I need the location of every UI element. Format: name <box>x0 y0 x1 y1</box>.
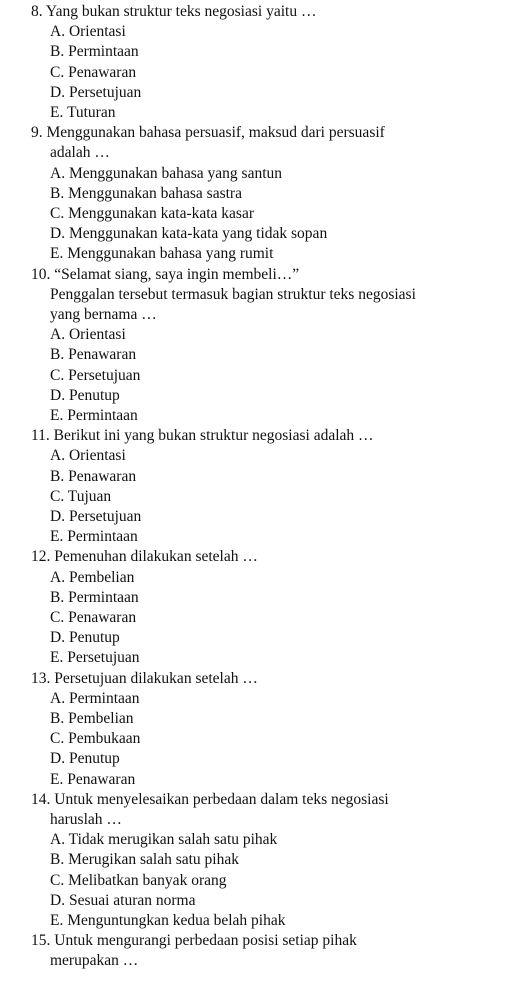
question-text-continued: adalah … <box>50 144 110 162</box>
answer-option: D. Persetujuan <box>50 83 142 101</box>
answer-option: A. Menggunakan bahasa yang santun <box>50 164 283 182</box>
answer-option: A. Orientasi <box>50 326 126 344</box>
answer-option: C. Melibatkan banyak orang <box>50 871 227 889</box>
answer-option: E. Menggunakan bahasa yang rumit <box>50 245 274 263</box>
question-text-continued: yang bernama … <box>50 306 157 323</box>
answer-option: C. Tujuan <box>50 487 112 505</box>
answer-option: D. Penutup <box>50 629 120 647</box>
answer-option: A. Orientasi <box>50 23 126 41</box>
question-text-continued: Penggalan tersebut termasuk bagian struktur teks negosiasi <box>50 285 416 303</box>
question-text-continued: merupakan … <box>50 952 139 970</box>
answer-option: D. Penutup <box>50 750 120 768</box>
answer-option: C. Pembukaan <box>50 730 141 748</box>
question-text: 10. “Selamat siang, saya ingin membeli…” <box>31 265 300 283</box>
answer-option: E. Persetujuan <box>50 649 140 667</box>
answer-option: B. Merugikan salah satu pihak <box>50 851 239 869</box>
answer-option: E. Tuturan <box>50 104 116 121</box>
answer-option: D. Penutup <box>50 386 120 404</box>
answer-option: C. Penawaran <box>50 609 137 626</box>
answer-option: C. Persetujuan <box>50 366 141 384</box>
question-text: 13. Persetujuan dilakukan setelah … <box>31 669 258 687</box>
answer-option: B. Permintaan <box>50 588 139 606</box>
question-text-continued: haruslah … <box>50 811 122 828</box>
answer-option: A. Tidak merugikan salah satu pihak <box>50 831 278 849</box>
question-text: 15. Untuk mengurangi perbedaan posisi setiap pihak <box>31 932 357 950</box>
answer-option: D. Persetujuan <box>50 508 142 525</box>
question-text: 12. Pemenuhan dilakukan setelah … <box>31 548 258 566</box>
answer-option: B. Menggunakan bahasa sastra <box>50 184 242 202</box>
answer-option: B. Penawaran <box>50 346 137 364</box>
answer-option: B. Permintaan <box>50 43 139 61</box>
answer-option: A. Orientasi <box>50 447 126 465</box>
answer-option: E. Menguntungkan kedua belah pihak <box>50 912 286 929</box>
answer-option: E. Permintaan <box>50 407 138 424</box>
question-text: 11. Berikut ini yang bukan struktur negosiasi adalah … <box>31 427 374 445</box>
answer-option: D. Menggunakan kata-kata yang tidak sopan <box>50 225 328 243</box>
answer-option: E. Penawaran <box>50 770 136 788</box>
answer-option: C. Penawaran <box>50 63 137 81</box>
answer-option: C. Menggunakan kata-kata kasar <box>50 205 255 222</box>
answer-option: D. Sesuai aturan norma <box>50 891 196 909</box>
answer-option: B. Penawaran <box>50 467 137 485</box>
question-text: 14. Untuk menyelesaikan perbedaan dalam teks negosiasi <box>31 790 389 808</box>
answer-option: A. Pembelian <box>50 568 135 586</box>
question-text: 9. Menggunakan bahasa persuasif, maksud dari persuasif <box>31 124 385 142</box>
question-text: 8. Yang bukan struktur teks negosiasi yaitu … <box>31 3 317 20</box>
answer-option: A. Permintaan <box>50 689 140 707</box>
answer-option: E. Permintaan <box>50 528 138 546</box>
answer-option: B. Pembelian <box>50 710 134 727</box>
